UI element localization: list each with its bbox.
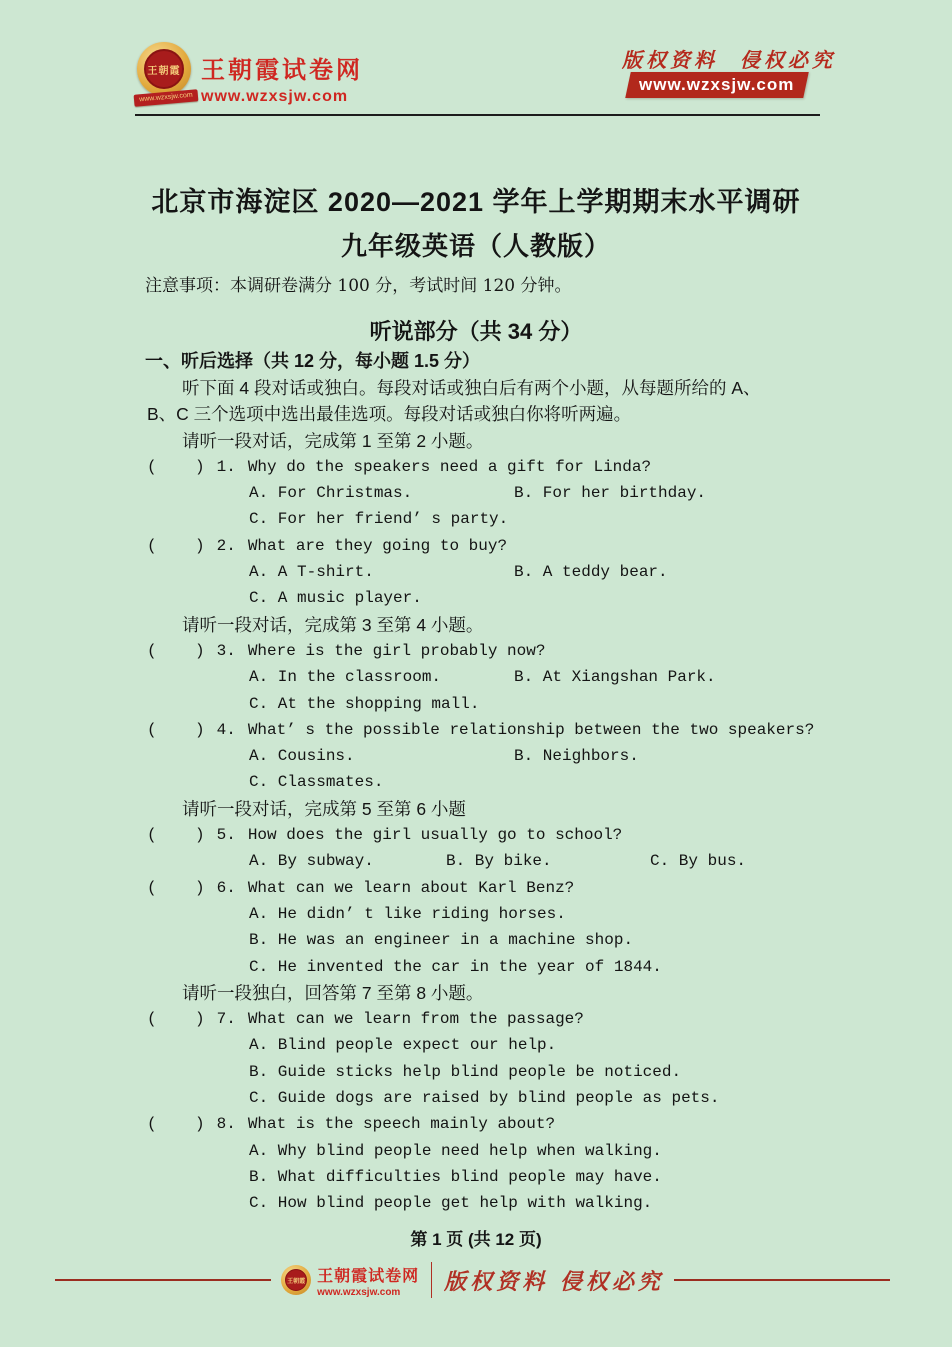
question-number: 8.	[216, 1115, 236, 1134]
footer-brand-name: 王朝霞试卷网	[317, 1267, 420, 1285]
answer-blank: ( )	[147, 878, 205, 897]
dialog-intro-3: 请听一段对话，完成第 5 至第 6 小题	[182, 798, 466, 819]
question-7-option-a	[147, 1032, 822, 1058]
footer-rule-left	[55, 1279, 271, 1281]
footer-seal-text: 王朝霞	[285, 1269, 307, 1291]
question-5-options-abc	[147, 848, 822, 874]
question-6-option-a	[147, 901, 822, 927]
answer-blank: ( )	[147, 641, 205, 660]
dialog-intro-1: 请听一段对话，完成第 1 至第 2 小题。	[182, 430, 484, 451]
question-number: 3.	[216, 641, 236, 660]
question-8-option-b	[147, 1164, 822, 1190]
footer-rule-right	[674, 1279, 890, 1281]
question-6	[147, 875, 822, 901]
dialog-intro-2: 请听一段对话，完成第 3 至第 4 小题。	[182, 614, 484, 635]
copyright-slogan: 版权资料 侵权必究	[622, 48, 836, 72]
option-b: B. Guide sticks help blind people be noticed.	[249, 1062, 682, 1081]
option-b: B. Neighbors.	[514, 747, 639, 766]
option-a: A. By subway.	[249, 852, 374, 871]
exam-subtitle: 九年级英语（人教版）	[340, 231, 611, 261]
footer-center-group	[271, 1262, 674, 1298]
question-text: What can we learn about Karl Benz?	[247, 878, 575, 897]
part-description-line1: 听下面 4 段对话或独白。每段对话或独白后有两个小题，从每题所给的 A、	[182, 378, 761, 398]
exam-title: 北京市海淀区 2020—2021 学年上学期期末水平调研	[151, 187, 801, 217]
option-c: C. Classmates.	[249, 773, 384, 792]
option-c: C. He invented the car in the year of 1844.	[249, 957, 662, 976]
option-b: B. By bike.	[446, 852, 552, 871]
footer-brand-bar	[0, 1248, 952, 1312]
answer-blank: ( )	[147, 826, 205, 845]
question-7-option-b	[147, 1059, 822, 1085]
copyright-url-banner	[625, 72, 809, 98]
question-number: 7.	[216, 1010, 236, 1029]
question-number: 4.	[216, 720, 236, 739]
option-a: A. Cousins.	[249, 747, 355, 766]
question-2	[147, 533, 822, 559]
question-7-option-c	[147, 1085, 822, 1111]
answer-blank: ( )	[147, 1115, 205, 1134]
option-a: A. Blind people expect our help.	[249, 1036, 557, 1055]
brand-seal-icon	[137, 42, 197, 106]
question-4-options-ab	[147, 743, 822, 769]
question-number: 2.	[216, 536, 236, 555]
question-4	[147, 717, 822, 743]
question-2-options-ab	[147, 559, 822, 585]
footer-brand-url: www.wzxsjw.com	[317, 1286, 401, 1298]
question-text: What are they going to buy?	[247, 536, 508, 555]
option-a: A. Why blind people need help when walking.	[249, 1141, 662, 1160]
brand-name: 王朝霞试卷网	[201, 57, 363, 84]
copyright-url: www.wzxsjw.com	[639, 75, 795, 94]
question-number: 5.	[216, 826, 236, 845]
seal-ribbon: www.wzxsjw.com	[134, 89, 199, 107]
question-4-option-c	[147, 769, 822, 795]
option-c: C. A music player.	[249, 589, 422, 608]
header-divider	[135, 114, 820, 116]
question-number: 6.	[216, 878, 236, 897]
option-a: A. A T-shirt.	[249, 563, 374, 582]
option-a: A. He didn’ t like riding horses.	[249, 904, 566, 923]
monolog-intro-4: 请听一段独白，回答第 7 至第 8 小题。	[182, 982, 484, 1003]
answer-blank: ( )	[147, 720, 205, 739]
footer-brand-block	[317, 1263, 419, 1298]
brand-block	[201, 50, 363, 106]
answer-blank: ( )	[147, 536, 205, 555]
question-2-option-c	[147, 585, 822, 611]
option-b: B. What difficulties blind people may have.	[249, 1167, 662, 1186]
question-1	[147, 454, 822, 480]
question-8-option-a	[147, 1138, 822, 1164]
question-8-option-c	[147, 1190, 822, 1216]
option-c: C. How blind people get help with walking.	[249, 1194, 653, 1213]
question-number: 1.	[216, 457, 236, 476]
question-3	[147, 638, 822, 664]
exam-notice: 注意事项：本调研卷满分 100 分，考试时间 120 分钟。	[145, 276, 572, 296]
question-5	[147, 822, 822, 848]
option-a: A. In the classroom.	[249, 668, 442, 687]
question-6-option-c	[147, 954, 822, 980]
option-b: B. At Xiangshan Park.	[514, 668, 716, 687]
option-c: C. Guide dogs are raised by blind people as pets.	[249, 1089, 720, 1108]
question-3-option-c	[147, 691, 822, 717]
question-text: What is the speech mainly about?	[247, 1115, 556, 1134]
question-6-option-b	[147, 927, 822, 953]
question-text: What’ s the possible relationship between the two speakers?	[247, 720, 815, 739]
brand-url: www.wzxsjw.com	[201, 88, 349, 105]
page-indicator: 第 1 页 (共 12 页)	[410, 1230, 542, 1249]
option-c: C. By bus.	[650, 852, 747, 871]
option-c: C. At the shopping mall.	[249, 694, 480, 713]
option-a: A. For Christmas.	[249, 484, 413, 503]
answer-blank: ( )	[147, 1010, 205, 1029]
question-1-option-c	[147, 506, 822, 532]
option-c: C. For her friend’ s party.	[249, 510, 509, 529]
part-heading: 一、听后选择（共 12 分，每小题 1.5 分）	[145, 351, 481, 371]
option-b: B. For her birthday.	[514, 484, 707, 503]
question-body	[147, 375, 822, 1217]
question-3-options-ab	[147, 664, 822, 690]
question-text: Where is the girl probably now?	[247, 641, 546, 660]
question-8	[147, 1111, 822, 1137]
question-7	[147, 1006, 822, 1032]
option-b: B. A teddy bear.	[514, 563, 668, 582]
question-text: How does the girl usually go to school?	[247, 826, 623, 845]
part-description-line2: B、C 三个选项中选出最佳选项。每段对话或独白你将听两遍。	[147, 404, 632, 425]
seal-center-text: 王朝霞	[144, 49, 184, 89]
footer-divider	[431, 1262, 432, 1298]
question-1-options-ab	[147, 480, 822, 506]
footer-slogan: 版权资料 侵权必究	[444, 1268, 664, 1295]
answer-blank: ( )	[147, 457, 205, 476]
section-title: 听说部分（共 34 分）	[369, 319, 583, 344]
question-text: Why do the speakers need a gift for Linda?	[247, 457, 652, 476]
footer-seal-icon	[281, 1265, 311, 1295]
seal-gold-ring	[137, 42, 191, 96]
question-text: What can we learn from the passage?	[247, 1010, 584, 1029]
option-b: B. He was an engineer in a machine shop.	[249, 931, 634, 950]
